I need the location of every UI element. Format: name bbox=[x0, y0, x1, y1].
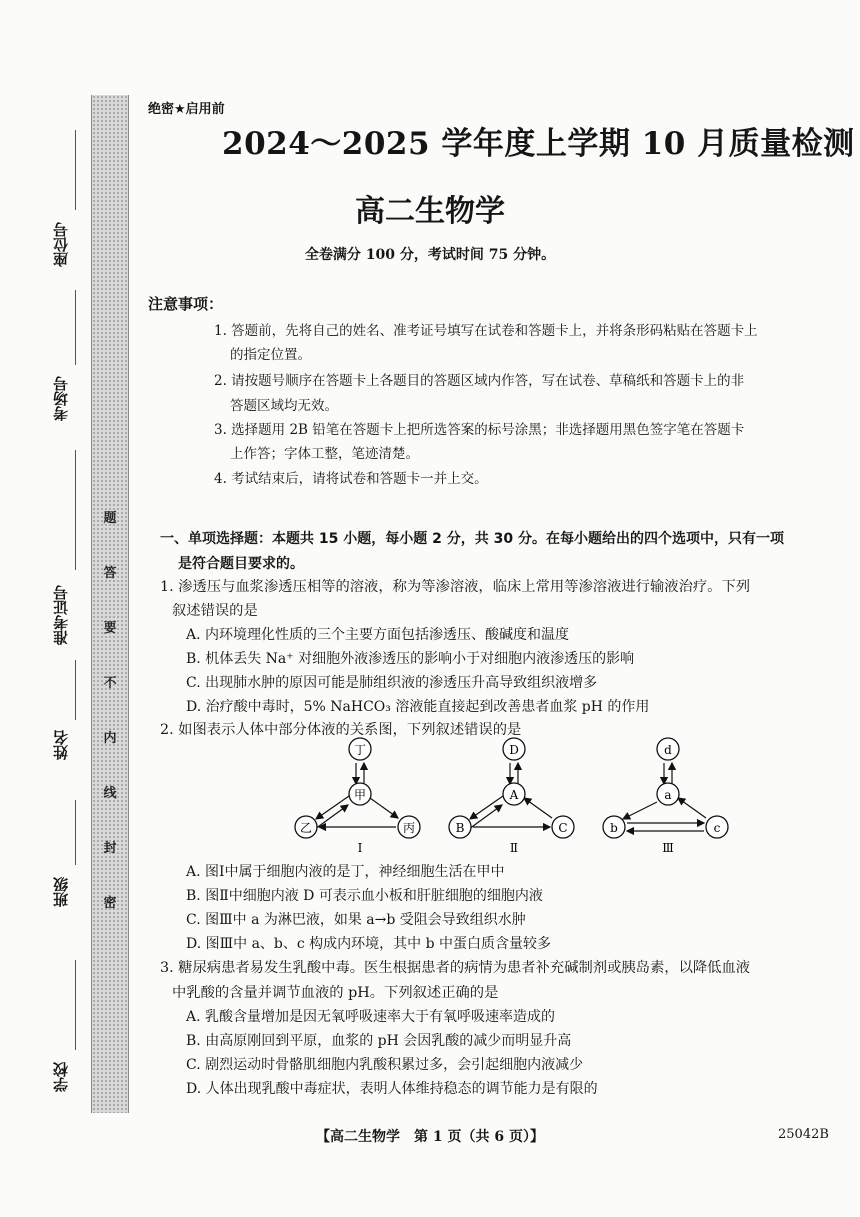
diagram-2-node-top-text: D bbox=[509, 743, 519, 757]
diagram-1-node-center-text: 甲 bbox=[353, 788, 367, 802]
section-heading-line2: 是符合题目要求的。 bbox=[178, 556, 304, 572]
seat-number-label: 座位号 bbox=[52, 222, 70, 267]
strip-char: 密 bbox=[103, 896, 117, 911]
q1-option-a: A. 内环境理化性质的三个主要方面包括渗透压、酸碱度和温度 bbox=[186, 627, 570, 643]
q1-option-d: D. 治疗酸中毒时，5% NaHCO₃ 溶液能直接起到改善患者血浆 pH 的作用 bbox=[186, 699, 650, 715]
q1-stem-line2: 叙述错误的是 bbox=[172, 603, 258, 619]
strip-char: 封 bbox=[103, 841, 117, 856]
school-line bbox=[75, 960, 76, 1050]
q2-option-b: B. 图Ⅱ中细胞内液 D 可表示血小板和肝脏细胞的细胞内液 bbox=[186, 888, 543, 904]
admission-number-label: 准考证号 bbox=[52, 585, 70, 645]
q1-option-c: C. 出现肺水肿的原因可能是肺组织液的渗透压升高导致组织液增多 bbox=[186, 675, 598, 691]
q3-stem-line2: 中乳酸的含量并调节血液的 pH。下列叙述正确的是 bbox=[172, 985, 499, 1001]
diagram-1-node-left-text: 乙 bbox=[299, 821, 313, 835]
diagram-3-node-right-text: c bbox=[713, 821, 721, 835]
strip-char: 内 bbox=[103, 731, 117, 746]
strip-char: 线 bbox=[103, 786, 117, 801]
notice-heading: 注意事项： bbox=[148, 295, 224, 313]
diagram-2-node-left-text: B bbox=[455, 821, 465, 835]
exam-title: 2024～2025 学年度上学期 10 月质量检测 bbox=[222, 126, 855, 162]
strip-char: 题 bbox=[103, 511, 117, 526]
q3-option-c: C. 剧烈运动时骨骼肌细胞内乳酸积累过多，会引起细胞内液减少 bbox=[186, 1057, 584, 1073]
exam-room-line bbox=[75, 290, 76, 365]
notice-line: 答题区域均无效。 bbox=[230, 398, 338, 414]
diagram-3-label: Ⅲ bbox=[662, 841, 674, 855]
q2-stem: 2. 如图表示人体中部分体液的关系图，下列叙述错误的是 bbox=[160, 722, 522, 738]
notice-line: 的指定位置。 bbox=[230, 347, 311, 363]
confidential-mark: 绝密★启用前 bbox=[148, 102, 225, 117]
q2-option-c: C. 图Ⅲ中 a 为淋巴液，如果 a→b 受阻会导致组织水肿 bbox=[186, 912, 526, 928]
name-label: 姓名 bbox=[52, 730, 70, 760]
diagram-3-node-top-text: d bbox=[664, 743, 672, 757]
school-label: 学校 bbox=[52, 1062, 70, 1092]
section-heading-line1: 一、单项选择题：本题共 15 小题，每小题 2 分，共 30 分。在每小题给出的四个选项中，只有一项 bbox=[160, 531, 784, 547]
q3-stem-line1: 3. 糖尿病患者易发生乳酸中毒。医生根据患者的病情为患者补充碱制剂或胰岛素，以降低血液 bbox=[160, 960, 751, 976]
notice-line: 3. 选择题用 2B 铅笔在答题卡上把所选答案的标号涂黑；非选择题用黑色签字笔在答题卡 bbox=[214, 422, 745, 438]
diagram-3 bbox=[603, 738, 728, 855]
q1-stem-line1: 1. 渗透压与血浆渗透压相等的溶液，称为等渗溶液，临床上常用等渗溶液进行输液治疗。下列 bbox=[160, 579, 751, 595]
section-heading bbox=[160, 527, 784, 577]
diagram-2-node-center-text: A bbox=[509, 788, 519, 802]
admission-number-line bbox=[75, 450, 76, 570]
q2-option-a: A. 图Ⅰ中属于细胞内液的是丁，神经细胞生活在甲中 bbox=[186, 864, 505, 880]
q2-option-d: D. 图Ⅲ中 a、b、c 构成内环境，其中 b 中蛋白质含量较多 bbox=[186, 936, 552, 952]
diagram-2-node-right-text: C bbox=[558, 821, 568, 835]
strip-char: 答 bbox=[103, 566, 117, 581]
diagram-1-node-top-text: 丁 bbox=[353, 743, 367, 757]
notice-line: 1. 答题前，先将自己的姓名、准考证号填写在试卷和答题卡上，并将条形码粘贴在答题卡上 bbox=[214, 323, 758, 339]
notice-line: 4. 考试结束后，请将试卷和答题卡一并上交。 bbox=[214, 471, 488, 487]
diagram-1-node-right-text: 丙 bbox=[402, 821, 416, 835]
diagram-2 bbox=[449, 738, 574, 855]
paper-code: 25042B bbox=[778, 1127, 829, 1142]
page-footer: 【高二生物学 第 1 页（共 6 页）】 bbox=[316, 1129, 544, 1145]
diagram-3-node-center-text: a bbox=[664, 788, 672, 802]
q3-option-a: A. 乳酸含量增加是因无氧呼吸速率大于有氧呼吸速率造成的 bbox=[186, 1009, 556, 1025]
class-line bbox=[75, 800, 76, 865]
q1-option-b: B. 机体丢失 Na⁺ 对细胞外液渗透压的影响小于对细胞内液渗透压的影响 bbox=[186, 651, 635, 667]
q3-option-d: D. 人体出现乳酸中毒症状，表明人体维持稳态的调节能力是有限的 bbox=[186, 1081, 598, 1097]
name-line bbox=[75, 660, 76, 720]
diagram-1-label: Ⅰ bbox=[357, 841, 363, 855]
q3-option-b: B. 由高原刚回到平原，血浆的 pH 会因乳酸的减少而明显升高 bbox=[186, 1033, 572, 1049]
strip-char: 不 bbox=[103, 676, 117, 691]
notice-line: 2. 请按题号顺序在答题卡上各题目的答题区域内作答，写在试卷、草稿纸和答题卡上的非 bbox=[214, 373, 745, 389]
exam-room-label: 考场号 bbox=[52, 376, 70, 421]
diagram-1 bbox=[295, 738, 420, 855]
score-info: 全卷满分 100 分，考试时间 75 分钟。 bbox=[304, 247, 556, 263]
notice-line: 上作答；字体工整，笔迹清楚。 bbox=[230, 446, 419, 462]
subject-title: 高二生物学 bbox=[355, 194, 505, 229]
strip-char: 要 bbox=[103, 621, 117, 636]
diagram-3-node-left-text: b bbox=[610, 821, 618, 835]
class-label: 班级 bbox=[52, 877, 70, 907]
diagram-2-label: Ⅱ bbox=[509, 841, 519, 855]
body-fluid-diagrams bbox=[285, 736, 735, 856]
